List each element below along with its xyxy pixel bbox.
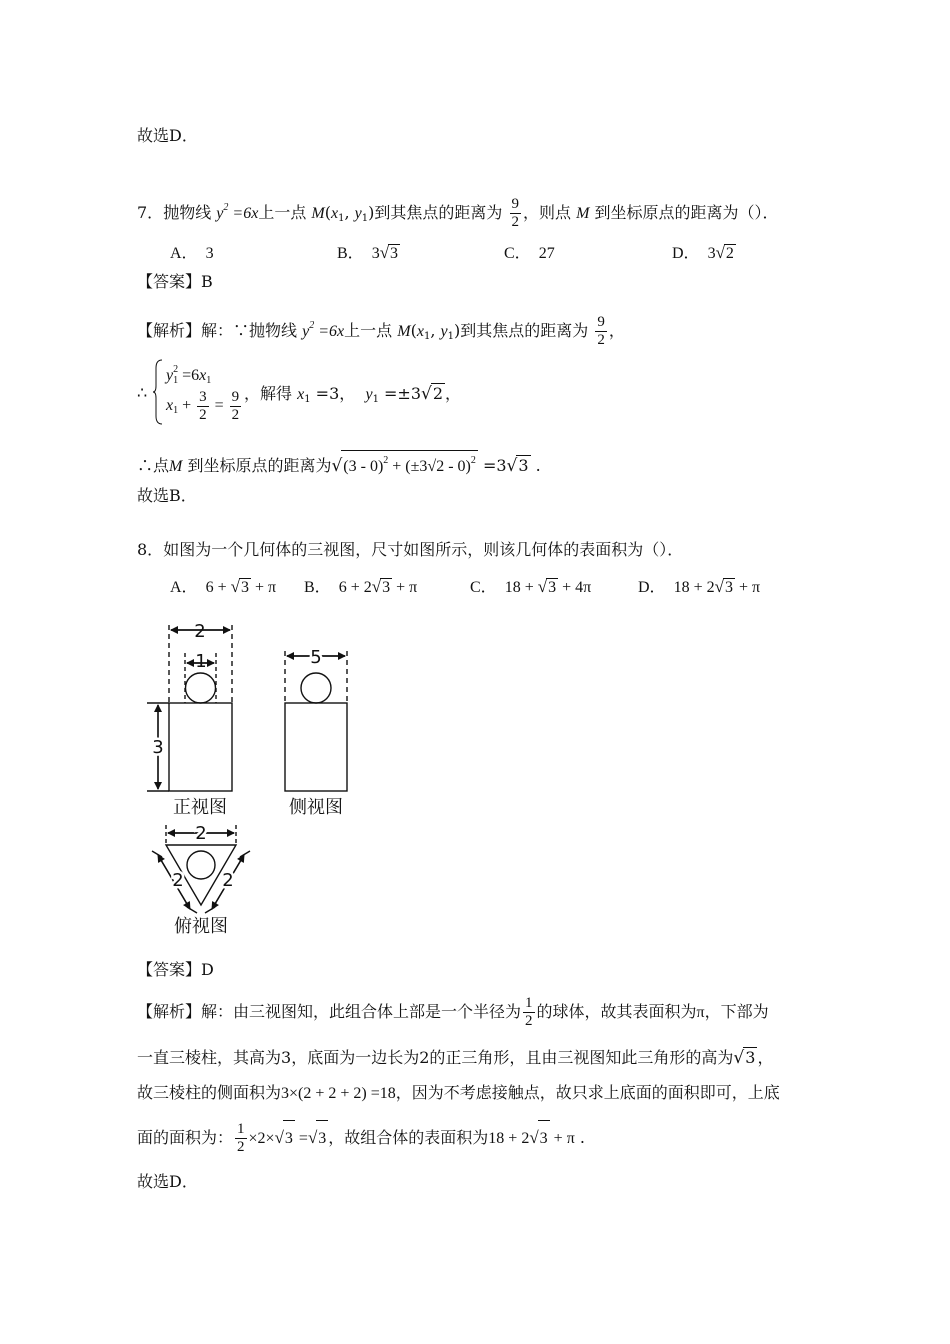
q7-option-a: A． 3: [170, 245, 214, 262]
front-view-label: 正视图: [173, 797, 227, 818]
previous-conclusion: 故选D．: [137, 126, 198, 145]
q8-answer: 【答案】D: [137, 960, 214, 979]
side-view: [285, 651, 347, 791]
system-brace: [152, 358, 164, 426]
q8-option-b: B． 6 + 2√3 + π: [304, 577, 418, 596]
q8-analysis-line4: 面的面积为： $\frac{1}{2}$ ×2×√3 =√3 ，故组合体的表面积为18 + 2√3 + π .: [137, 1121, 585, 1155]
top-view-label: 俯视图: [174, 916, 228, 937]
therefore-symbol: ∴: [137, 383, 148, 402]
q7-stem: 7．抛物线 $y^2 =6x$上一点 $M(x_1$, $y_1$)到其焦点的距离为 $\frac{9}{2}$ ，则点 M 到坐标原点的距离为（）．: [137, 196, 779, 230]
fraction-9-2: $\frac{9}{2}$: [511, 196, 519, 230]
q7-answer: 【答案】B: [137, 272, 213, 291]
q8-option-d: D． 18 + 2√3 + π: [638, 577, 761, 596]
q7-option-b: B． 3√3: [337, 243, 399, 262]
q7-number: 7．: [137, 203, 164, 222]
system-eq2: $x_1$ + $\frac{3}{2}$ = $\frac{9}{2}$: [166, 388, 240, 423]
dim-height: 3: [152, 737, 164, 758]
q7-conclusion: 故选B．: [137, 486, 197, 505]
q8-option-a: A． 6 + √3 + π: [170, 577, 277, 596]
q8-analysis-line2: 一直三棱柱，其高为3，底面为一边长为2的正三角形，且由三视图知此三角形的高为√3 ，: [137, 1048, 774, 1068]
q7-option-c: C． 27: [504, 245, 555, 262]
dim-top-width: 2: [195, 823, 207, 844]
q8-conclusion: 故选D．: [137, 1172, 198, 1191]
dim-sphere-diameter: 1: [195, 651, 207, 672]
system-eq1: $y_1^2 =6x_1$: [166, 364, 212, 386]
q8-option-c: C． 18 + √3 + 4π: [470, 577, 592, 596]
dim-side-width: 5: [310, 647, 322, 668]
q8-analysis-line3: 故三棱柱的侧面积为3×(2 + 2 + 2) =18，因为不考虑接触点，故只求上底面的面积即可，上底: [137, 1083, 780, 1102]
three-view-figure: [140, 615, 370, 940]
dim-top-right: 2: [222, 870, 234, 891]
q7-option-d: D． 3√2: [672, 243, 734, 262]
q8-analysis-line1: 【解析】解：由三视图知，此组合体上部是一个半径为 $\frac{1}{2}$ 的球体，故其表面积为π，下部为: [137, 995, 769, 1029]
q7-distance-line: ∴点M 到坐标原点的距离为$√(3 - 0)^2 + (\pm 3√2 - 0)^2 =3√3$ .: [137, 450, 541, 477]
dim-front-width: 2: [194, 621, 206, 642]
side-view-label: 侧视图: [289, 797, 343, 818]
q7-solve-result: ，解得 $x_1 =3$， $y_1 =\pm 3√2$ ，: [244, 384, 462, 405]
q7-analysis-line1: 【解析】解：∵抛物线 $y^2 =6x$上一点 $M(x_1$, $y_1$)到其焦点的距离为 $\frac{9}{2}$ ，: [137, 314, 625, 348]
dim-top-left: 2: [172, 870, 184, 891]
q8-stem: 8．如图为一个几何体的三视图，尺寸如图所示，则该几何体的表面积为（）．: [137, 540, 684, 559]
front-view: [147, 625, 232, 791]
